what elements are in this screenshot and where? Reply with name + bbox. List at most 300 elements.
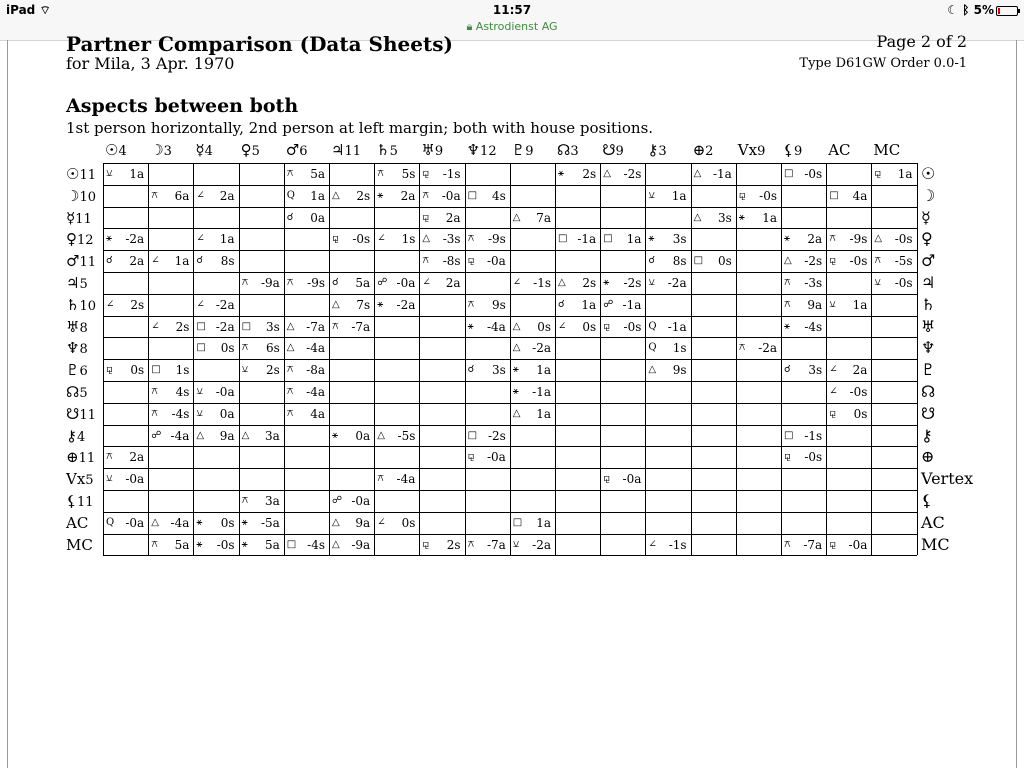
aspect-symbol: ⚹ (106, 233, 112, 245)
aspect-orb: -2s (623, 276, 642, 290)
aspect-symbol: ⚼ (603, 320, 611, 332)
aspect-symbol: ⚺ (829, 298, 836, 310)
aspect-symbol: ☌ (196, 255, 204, 267)
planet-glyph: ⊕ (692, 141, 706, 159)
grid-line (103, 555, 917, 556)
aspect-orb: -3s (804, 276, 823, 290)
row-header (66, 252, 96, 270)
aspect-orb: -9s (849, 232, 868, 247)
aspect-symbol: △ (196, 429, 205, 441)
aspect-symbol: △ (286, 320, 295, 332)
aspect-orb: -4a (486, 319, 506, 334)
aspect-symbol: ∠ (377, 516, 386, 528)
planet-glyph: AC (828, 141, 851, 159)
aspect-symbol: ⚹ (196, 516, 203, 528)
aspect-orb: -0a (125, 472, 145, 487)
aspect-symbol: △ (286, 342, 295, 354)
column-header (241, 141, 260, 159)
aspect-symbol: □ (603, 233, 613, 245)
planet-glyph: ⚷ (647, 141, 659, 159)
house-number: 8 (79, 342, 88, 358)
grid-line (103, 316, 917, 317)
aspect-orb: -2a (758, 341, 777, 356)
aspect-symbol: ⚺ (648, 189, 656, 201)
planet-glyph: Vx (66, 470, 86, 489)
aspect-symbol: ⚻ (241, 342, 249, 354)
aspect-orb: -0s (352, 232, 371, 247)
aspect-orb: -4a (170, 515, 190, 530)
aspect-symbol: ∠ (422, 277, 431, 288)
aspect-symbol: □ (693, 255, 704, 267)
aspect-orb: 3s (492, 363, 506, 378)
aspect-orb: 2s (356, 188, 371, 203)
aspect-symbol: ⚹ (241, 516, 248, 528)
aspect-orb: 1a (581, 297, 597, 312)
aspect-symbol: △ (603, 168, 611, 179)
planet-glyph: ♇ (66, 361, 80, 380)
row-header (66, 274, 88, 292)
house-number: 6 (299, 144, 308, 159)
aspect-symbol: ⚹ (784, 233, 790, 245)
aspect-symbol: ⚻ (286, 168, 294, 179)
aspect-symbol: □ (196, 342, 206, 354)
aspect-orb: 4s (175, 385, 190, 399)
row-right-glyph: ⊕ (921, 447, 935, 467)
aspect-orb: -0s (623, 319, 642, 334)
aspect-symbol: ⚹ (603, 277, 610, 288)
page-edge (7, 40, 8, 768)
aspect-symbol: ☌ (467, 364, 475, 376)
aspect-orb: 4s (492, 188, 506, 203)
aspect-orb: 9a (807, 297, 823, 312)
aspect-orb: -0a (848, 537, 868, 552)
aspect-symbol: △ (648, 364, 657, 376)
aspect-symbol: ⚺ (241, 364, 249, 376)
aspect-symbol: ⚼ (603, 473, 611, 485)
wifi-icon: ⌔ (39, 3, 51, 17)
page-indicator: Page 2 of 2 (876, 32, 967, 51)
house-number: 5 (79, 386, 88, 401)
aspect-symbol: ⚻ (241, 495, 249, 506)
aspect-orb: -9a (351, 537, 371, 552)
aspect-orb: -0a (622, 472, 642, 487)
aspect-orb: -1a (667, 319, 687, 334)
aspect-symbol: ⚻ (377, 473, 384, 485)
house-number: 9 (794, 144, 803, 159)
aspect-symbol: ⚻ (151, 538, 158, 550)
row-right-glyph: ☉ (921, 164, 936, 183)
aspect-symbol: △ (422, 233, 431, 245)
aspect-orb: 1a (174, 254, 190, 269)
row-right-glyph: AC (921, 512, 945, 532)
aspect-orb: 2s (266, 363, 280, 378)
aspect-orb: 0s (718, 254, 732, 269)
aspect-orb: -2a (532, 537, 551, 552)
row-header (66, 209, 92, 227)
aspect-symbol: ∠ (151, 255, 160, 267)
aspect-symbol: ⚹ (512, 364, 519, 376)
aspect-orb: 3s (672, 232, 687, 247)
aspect-orb: 6a (174, 188, 190, 203)
aspect-symbol: ∠ (377, 233, 386, 245)
aspect-orb: -0a (125, 515, 145, 530)
aspect-orb: 1s (175, 363, 190, 378)
aspect-orb: -1s (804, 428, 823, 443)
column-header (331, 141, 361, 159)
section-title: Aspects between both (66, 95, 299, 117)
row-header (66, 361, 88, 379)
house-number: 11 (77, 495, 94, 510)
aspect-symbol: ⚻ (467, 538, 475, 550)
column-header (286, 141, 308, 159)
planet-glyph: ⊕ (66, 448, 79, 467)
document-title: Partner Comparison (Data Sheets) (66, 32, 453, 56)
aspect-orb: 9s (672, 363, 687, 378)
aspect-symbol: ⚹ (512, 386, 519, 397)
aspect-orb: 3a (265, 428, 280, 443)
aspect-orb: 2a (400, 188, 416, 203)
aspect-symbol: ⚻ (151, 386, 158, 397)
aspect-orb: -2a (125, 232, 145, 247)
column-header (873, 141, 900, 159)
aspect-orb: -2a (215, 297, 235, 312)
aspect-orb: 0s (220, 341, 235, 356)
row-header (66, 318, 88, 336)
aspect-symbol: ⚻ (106, 451, 113, 463)
aspect-orb: 9s (492, 297, 506, 312)
aspect-orb: 4a (852, 188, 868, 203)
column-header (467, 141, 497, 159)
planet-glyph: ♂ (66, 252, 80, 271)
house-number: 4 (118, 144, 127, 159)
aspect-symbol: ☌ (648, 255, 656, 267)
house-number: 3 (570, 144, 579, 159)
aspect-orb: -0s (849, 254, 868, 269)
aspect-symbol: ⚹ (784, 320, 790, 332)
status-right (947, 3, 1018, 17)
column-header (602, 141, 624, 159)
row-header (66, 427, 85, 445)
grid-line (103, 534, 917, 535)
aspect-symbol: ☍ (377, 277, 388, 288)
page-edge (1016, 40, 1017, 768)
row-header (66, 383, 88, 401)
battery-percent: 5% (973, 3, 994, 17)
aspect-symbol: ⚻ (286, 407, 294, 419)
aspect-orb: -9a (260, 276, 280, 290)
aspect-orb: 2a (852, 363, 868, 378)
aspect-orb: 5a (265, 537, 280, 552)
aspect-orb: -4s (171, 406, 190, 421)
aspect-symbol: ⚺ (648, 277, 656, 288)
aspect-symbol: Q (286, 189, 295, 201)
row-header (66, 536, 93, 554)
aspect-orb: -4a (170, 428, 190, 443)
grid-line (103, 512, 917, 513)
aspect-symbol: ∠ (648, 538, 657, 550)
aspect-orb: -7a (486, 537, 506, 552)
aspect-symbol: □ (558, 233, 568, 245)
aspect-symbol: ⚻ (738, 342, 746, 354)
house-number: 5 (389, 144, 398, 159)
aspect-symbol: ⚻ (422, 255, 430, 267)
grid-line (103, 228, 917, 229)
row-header (66, 470, 94, 488)
planet-glyph: ☉ (105, 141, 119, 159)
aspect-orb: -2a (532, 341, 551, 356)
house-number: 10 (79, 298, 96, 314)
aspect-symbol: ⚻ (332, 320, 339, 332)
site-label[interactable]: 🔒︎ Astrodienst AG (466, 20, 558, 33)
column-header (783, 141, 802, 159)
aspect-orb: -0a (486, 450, 506, 465)
aspect-symbol: ☌ (286, 211, 294, 223)
aspect-orb: 1a (536, 515, 551, 530)
row-header (66, 165, 96, 183)
planet-glyph: ♄ (376, 141, 390, 159)
house-number: 9 (615, 144, 624, 159)
aspect-orb: 0a (355, 428, 371, 443)
aspect-orb: -8a (306, 363, 325, 378)
aspect-symbol: ☍ (151, 429, 162, 441)
house-number: 4 (77, 429, 86, 445)
aspect-symbol: □ (784, 429, 794, 441)
aspect-orb: -0s (894, 276, 913, 290)
aspect-symbol: ⚺ (196, 407, 204, 419)
aspect-symbol: △ (512, 320, 521, 332)
aspect-orb: 2s (582, 167, 597, 181)
aspect-symbol: △ (512, 211, 521, 223)
aspect-symbol: ⚼ (738, 189, 746, 201)
aspect-symbol: ⚼ (784, 451, 791, 463)
aspect-orb: 2a (445, 210, 461, 225)
aspect-orb: -8s (442, 254, 461, 269)
aspect-orb: -0s (849, 385, 868, 399)
aspect-symbol: ⚼ (332, 233, 339, 245)
row-header (66, 339, 88, 357)
house-number: 11 (75, 211, 92, 227)
aspect-symbol: ⚹ (377, 298, 384, 310)
row-right-glyph: MC (921, 534, 950, 554)
aspect-symbol: ⚻ (874, 255, 882, 267)
aspect-symbol: ⚹ (241, 538, 248, 550)
column-header (693, 141, 714, 159)
aspect-orb: -2s (623, 167, 642, 181)
column-header (512, 141, 534, 159)
aspect-symbol: ∠ (196, 233, 205, 245)
aspect-orb: -1s (668, 537, 687, 552)
aspect-orb: -1s (442, 167, 461, 181)
aspect-symbol: ☌ (106, 255, 113, 267)
aspect-orb: 9a (355, 515, 371, 530)
column-header (105, 141, 127, 159)
aspect-orb: -0a (351, 494, 371, 508)
house-number: 6 (79, 364, 88, 380)
aspect-orb: -7a (351, 319, 371, 334)
row-right-glyph: ☽ (921, 185, 936, 205)
aspect-symbol: ⚼ (829, 255, 837, 267)
house-number: 9 (525, 144, 534, 159)
aspect-symbol: ∠ (151, 320, 160, 332)
aspect-orb: -4s (804, 319, 823, 334)
aspect-symbol: ∠ (829, 364, 838, 376)
aspect-orb: 5s (401, 167, 416, 181)
planet-glyph: ♃ (66, 274, 80, 292)
aspect-symbol: ⚼ (467, 255, 475, 267)
row-header (66, 492, 94, 510)
planet-glyph: ☽ (150, 141, 164, 159)
planet-glyph: ♂ (285, 141, 300, 159)
aspect-orb: 3s (808, 363, 823, 378)
aspect-orb: 3a (265, 494, 280, 508)
grid-line (103, 250, 917, 251)
planet-glyph: ☽ (66, 186, 80, 205)
planet-glyph: ☋ (602, 141, 616, 159)
aspect-symbol: ⚻ (151, 407, 158, 419)
aspect-orb: -2a (667, 276, 687, 290)
house-number: 2 (705, 144, 714, 159)
grid-line (103, 403, 917, 404)
column-header (738, 141, 766, 159)
aspect-orb: -5s (894, 254, 913, 269)
grid-line (103, 468, 917, 469)
house-number: 9 (434, 144, 444, 159)
aspect-symbol: △ (558, 277, 566, 288)
aspect-symbol: ⚺ (196, 386, 204, 397)
house-number: 8 (79, 320, 88, 336)
house-number: 4 (204, 144, 213, 159)
row-right-glyph: ♄ (921, 294, 936, 314)
planet-glyph: ♆ (466, 141, 481, 159)
aspect-orb: 9a (219, 428, 235, 443)
section-description: 1st person horizontally, 2nd person at left margin; both with house positions. (66, 119, 654, 137)
house-number: 9 (757, 144, 766, 159)
aspect-orb: 0s (130, 363, 145, 378)
aspect-orb: 1a (852, 297, 868, 312)
planet-glyph: ♅ (421, 141, 435, 159)
aspect-orb: -0a (441, 188, 461, 203)
grid-line (103, 207, 917, 208)
row-right-glyph: ♃ (921, 273, 936, 292)
house-number: 12 (480, 144, 497, 159)
aspect-orb: -4s (307, 537, 325, 552)
aspect-orb: -0s (216, 537, 235, 552)
planet-glyph: ♆ (66, 339, 80, 358)
aspect-symbol: ⚻ (829, 233, 836, 245)
aspect-orb: 5a (174, 537, 190, 552)
house-number: 11 (78, 451, 96, 467)
aspect-symbol: ☍ (332, 495, 343, 506)
aspect-symbol: △ (693, 168, 702, 179)
aspect-orb: 2a (445, 276, 461, 290)
aspect-symbol: ⚻ (286, 277, 294, 288)
aspect-symbol: ⚼ (106, 364, 113, 376)
aspect-symbol: △ (512, 342, 521, 354)
aspect-symbol: ⚻ (784, 298, 791, 310)
aspect-symbol: △ (784, 255, 792, 267)
aspect-symbol: ⚼ (829, 538, 837, 550)
column-header (421, 141, 443, 159)
planet-glyph: ♇ (511, 141, 526, 159)
lock-icon: 🔒︎ (466, 20, 473, 33)
moon-icon: ☾ (947, 3, 959, 17)
grid-line (917, 163, 918, 555)
planet-glyph: ☉ (66, 165, 80, 183)
aspect-orb: -3s (442, 232, 461, 247)
device-label: iPad ⌔ (6, 3, 51, 17)
row-right-glyph: ⚷ (921, 425, 933, 445)
battery-icon (996, 6, 1018, 16)
house-number: 5 (251, 144, 260, 159)
aspect-orb: -0a (396, 276, 416, 290)
planet-glyph: ⚷ (66, 426, 77, 445)
aspect-symbol: ⚺ (106, 473, 113, 485)
row-right-glyph: Vertex (921, 469, 974, 489)
planet-glyph: MC (66, 535, 93, 554)
aspect-symbol: □ (196, 320, 206, 332)
aspect-orb: 0s (582, 319, 597, 334)
house-number: 11 (79, 407, 96, 423)
grid-line (103, 185, 917, 186)
row-right-glyph: ☊ (921, 382, 936, 401)
aspect-orb: 1a (129, 167, 145, 181)
aspect-orb: 2a (219, 188, 235, 203)
aspect-orb: -2a (396, 297, 416, 312)
aspect-symbol: ☌ (332, 277, 339, 288)
aspect-symbol: ⚻ (467, 233, 475, 245)
aspect-symbol: ⚼ (422, 211, 430, 223)
aspect-orb: 6s (266, 341, 280, 356)
aspect-orb: -2s (804, 254, 823, 269)
aspect-symbol: ⚺ (512, 538, 520, 550)
aspect-symbol: △ (332, 298, 340, 310)
aspect-symbol: ⚼ (829, 407, 837, 419)
aspect-orb: -5s (397, 428, 416, 443)
column-header (150, 141, 172, 159)
aspect-symbol: ⚼ (422, 168, 430, 179)
house-number: 3 (658, 144, 667, 159)
aspect-symbol: ⚼ (422, 538, 430, 550)
aspect-orb: 5a (310, 167, 325, 181)
aspect-symbol: △ (332, 189, 340, 201)
aspect-orb: -9s (487, 232, 506, 247)
row-header (66, 230, 94, 248)
aspect-symbol: ⚻ (151, 189, 158, 201)
aspect-orb: 3s (718, 210, 732, 225)
aspect-orb: -7a (306, 319, 325, 334)
aspect-symbol: □ (512, 516, 523, 528)
row-right-glyph: ♇ (921, 360, 936, 380)
aspect-orb: -2a (215, 319, 235, 334)
grid-line (103, 337, 917, 338)
aspect-orb: -4a (396, 472, 416, 487)
aspect-orb: -0a (486, 254, 506, 269)
bluetooth-icon: ᛒ (962, 3, 970, 17)
aspect-symbol: □ (467, 429, 478, 441)
planet-glyph: AC (66, 513, 89, 532)
house-number: 10 (79, 189, 96, 205)
planet-glyph: ♄ (66, 295, 80, 314)
aspect-symbol: ⚹ (738, 211, 745, 223)
aspect-orb: 1s (672, 341, 687, 356)
row-header (66, 187, 96, 205)
grid-line (103, 272, 917, 273)
aspect-orb: 0a (219, 406, 235, 421)
aspect-orb: -4a (306, 341, 325, 356)
row-header (66, 448, 95, 466)
grid-line (103, 446, 917, 447)
house-number: 5 (85, 473, 94, 489)
